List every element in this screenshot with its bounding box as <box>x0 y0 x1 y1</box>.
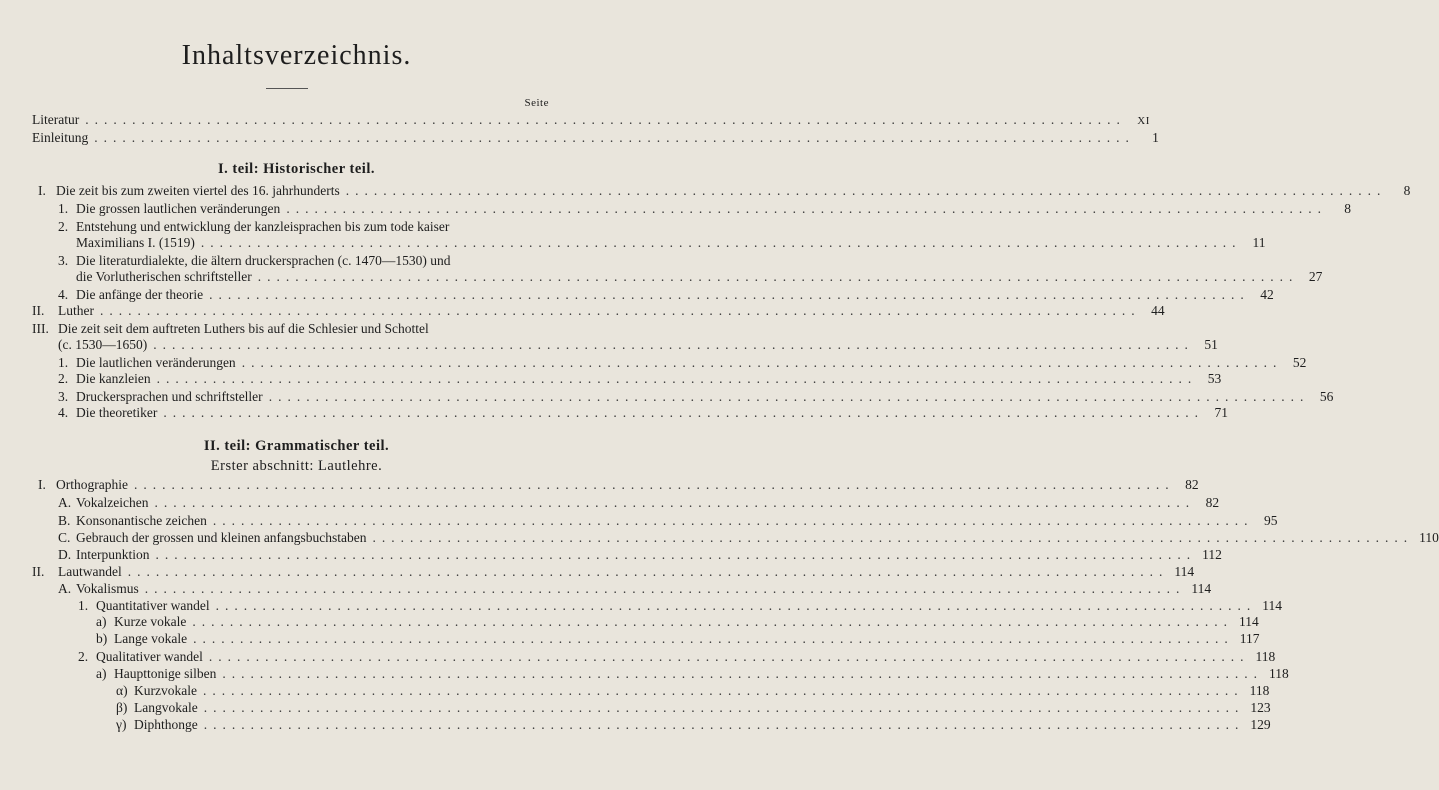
leader-dots: ............................................................................................................... <box>200 235 1242 250</box>
entry-label: Einleitung <box>32 130 89 145</box>
toc-entry <box>58 580 1212 598</box>
toc-entry <box>58 370 1222 388</box>
entry-number: 1. <box>58 355 69 370</box>
entry-label: Die literaturdialekte, die ältern druckersprachen (c. 1470—1530) und <box>76 253 451 268</box>
entry-page: 118 <box>1255 649 1276 664</box>
section-heading: Erster abschnitt: Lautlehre. <box>210 458 383 474</box>
entry-label: Die theoretiker <box>76 405 158 420</box>
leader-dots: ............................................................................................................... <box>163 405 1204 420</box>
entry-page: 95 <box>1263 513 1278 528</box>
entry-page: 44 <box>1151 303 1165 318</box>
entry-page: 118 <box>1249 683 1270 698</box>
leader-dots: ............................................................................................................... <box>144 581 1186 596</box>
toc-entry <box>116 682 1270 700</box>
entry-page: 114 <box>1262 598 1282 613</box>
page-column-label: Seite <box>524 97 549 109</box>
entry-label: Literatur <box>32 112 80 127</box>
entry-label: Die zeit seit dem auftreten Luthers bis auf die Schlesier und Schottel <box>58 321 429 336</box>
entry-page: 27 <box>1308 269 1323 284</box>
entry-label: Orthographie <box>56 477 128 492</box>
entry-page: 71 <box>1214 405 1228 420</box>
entry-number: α) <box>116 683 128 698</box>
leader-dots: ............................................................................................................... <box>345 183 1387 198</box>
entry-label: Lange vokale <box>114 631 188 646</box>
entry-label: Gebrauch der grossen und kleinen anfangsbuchstaben <box>76 530 367 545</box>
entry-number: C. <box>58 530 71 545</box>
entry-page: 114 <box>1238 614 1259 629</box>
entry-label: Luther <box>58 303 94 318</box>
entry-page: 53 <box>1207 371 1222 386</box>
entry-number: I. <box>38 183 46 198</box>
page-title: Inhaltsverzeichnis. <box>181 40 412 71</box>
entry-page: 42 <box>1260 287 1274 302</box>
entry-number: 4. <box>58 287 69 302</box>
entry-page: 129 <box>1250 717 1271 732</box>
leader-dots: ............................................................................................................... <box>372 530 1414 545</box>
title-rule <box>266 88 308 89</box>
entry-label: Interpunktion <box>76 547 150 562</box>
leader-dots: ............................................................................................................... <box>203 717 1245 732</box>
entry-label: Haupttonige silben <box>114 666 217 681</box>
entry-label: Vokalismus <box>76 581 139 596</box>
leader-dots: ............................................................................................................... <box>212 513 1254 528</box>
entry-number: b) <box>96 631 108 646</box>
leader-dots: ............................................................................................................... <box>286 201 1327 216</box>
part-heading: I. teil: Historischer teil. <box>218 161 375 177</box>
entry-label: Diphthonge <box>134 717 198 732</box>
entry-number: B. <box>58 513 71 528</box>
entry-page: 114 <box>1174 564 1195 579</box>
entry-page: 8 <box>1344 201 1351 216</box>
entry-label: Qualitativer wandel <box>96 649 203 664</box>
entry-number: 3. <box>58 389 69 404</box>
toc-entry <box>58 512 1278 530</box>
entry-page: 11 <box>1252 235 1266 250</box>
leader-dots: ............................................................................................................... <box>127 564 1169 579</box>
entry-label: Lautwandel <box>58 564 122 579</box>
entry-number: 1. <box>78 598 89 613</box>
toc-entry <box>116 699 1271 717</box>
entry-page: 51 <box>1204 337 1218 352</box>
leader-dots: ............................................................................................................... <box>208 649 1250 664</box>
leader-dots: ............................................................................................................... <box>268 389 1310 404</box>
leader-dots: ............................................................................................................... <box>222 666 1263 681</box>
entry-page: 8 <box>1403 183 1411 198</box>
entry-number: 4. <box>58 405 69 420</box>
entry-number: 3. <box>58 253 69 268</box>
leader-dots: ............................................................................................................... <box>156 371 1198 386</box>
entry-number: 2. <box>58 371 69 386</box>
toc-entry <box>58 494 1220 512</box>
entry-page: 82 <box>1185 477 1199 492</box>
entry-number: 2. <box>78 649 89 664</box>
leader-dots: ............................................................................................................... <box>192 614 1233 629</box>
entry-label: Druckersprachen und schriftsteller <box>76 389 263 404</box>
entry-number: 1. <box>58 201 69 216</box>
leader-dots: ............................................................................................................... <box>215 598 1257 613</box>
part-heading: II. teil: Grammatischer teil. <box>203 438 390 454</box>
leader-dots: ............................................................................................................... <box>133 477 1175 492</box>
entry-number: I. <box>38 477 46 492</box>
toc-entry <box>96 630 1260 648</box>
entry-number: A. <box>58 495 72 510</box>
entry-label: Kurze vokale <box>114 614 187 629</box>
entry-label: Kurzvokale <box>134 683 197 698</box>
entry-page: 52 <box>1292 355 1307 370</box>
entry-page: 117 <box>1239 631 1260 646</box>
toc-entry <box>96 613 1259 631</box>
entry-page: 110 <box>1419 530 1439 545</box>
leader-dots: ............................................................................................................... <box>100 303 1141 318</box>
entry-label-continuation: Maximilians I. (1519) <box>76 235 195 250</box>
toc-entry <box>96 665 1289 683</box>
leader-dots: ............................................................................................................... <box>202 683 1244 698</box>
toc-entry <box>116 716 1271 734</box>
leader-dots: ............................................................................................................... <box>241 355 1283 370</box>
entry-number: II. <box>32 303 45 318</box>
leader-dots: ............................................................................................................... <box>85 112 1126 127</box>
leader-dots: ............................................................................................................... <box>257 269 1299 284</box>
toc-entry <box>32 129 1159 147</box>
leader-dots: ............................................................................................................... <box>155 547 1197 562</box>
entry-label: Konsonantische zeichen <box>76 513 207 528</box>
entry-number: II. <box>32 564 45 579</box>
entry-page: 123 <box>1250 700 1271 715</box>
leader-dots: ............................................................................................................... <box>209 287 1250 302</box>
toc-entry <box>58 200 1351 218</box>
entry-number: a) <box>96 614 107 629</box>
toc-entry <box>38 476 1199 494</box>
toc-entry-continuation <box>76 268 1323 286</box>
entry-label: Die lautlichen veränderungen <box>76 355 236 370</box>
entry-number: D. <box>58 547 72 562</box>
entry-page: 82 <box>1205 495 1220 510</box>
entry-number: 2. <box>58 219 69 234</box>
entry-label: Quantitativer wandel <box>96 598 210 613</box>
entry-number: γ) <box>116 717 127 732</box>
toc-entry <box>78 648 1276 666</box>
entry-page: 1 <box>1152 130 1159 145</box>
entry-page: 56 <box>1319 389 1334 404</box>
entry-label: Die zeit bis zum zweiten viertel des 16. jahrhunderts <box>56 183 340 198</box>
entry-label-continuation: die Vorlutherischen schriftsteller <box>76 269 252 284</box>
leader-dots: ............................................................................................................... <box>94 130 1135 145</box>
entry-number: a) <box>96 666 107 681</box>
entry-page: 112 <box>1202 547 1222 562</box>
entry-number: III. <box>32 321 49 336</box>
entry-label: Die grossen lautlichen veränderungen <box>76 201 281 216</box>
leader-dots: ............................................................................................................... <box>154 495 1196 510</box>
leader-dots: ............................................................................................................... <box>203 700 1245 715</box>
toc-entry <box>58 546 1222 564</box>
leader-dots: ............................................................................................................... <box>193 631 1234 646</box>
entry-label: Die kanzleien <box>76 371 151 386</box>
entry-label: Die anfänge der theorie <box>76 287 204 302</box>
entry-number: β) <box>116 700 128 715</box>
entry-label: Langvokale <box>134 700 198 715</box>
toc-entry <box>32 111 1150 129</box>
entry-page: 114 <box>1191 581 1212 596</box>
toc-entry-continuation <box>58 336 1218 354</box>
entry-page: 118 <box>1268 666 1289 681</box>
entry-page: XI <box>1137 115 1150 127</box>
entry-number: A. <box>58 581 72 596</box>
toc-entry <box>32 302 1165 320</box>
toc-entry <box>58 529 1439 547</box>
toc-entry <box>38 182 1411 200</box>
leader-dots: ............................................................................................................... <box>153 337 1194 352</box>
entry-label: Vokalzeichen <box>76 495 149 510</box>
entry-label-continuation: (c. 1530—1650) <box>58 337 148 352</box>
toc-entry <box>58 404 1228 422</box>
toc-entry-continuation <box>76 234 1266 252</box>
entry-label: Entstehung und entwicklung der kanzleisprachen bis zum tode kaiser <box>76 219 450 234</box>
toc-entry <box>32 563 1195 581</box>
